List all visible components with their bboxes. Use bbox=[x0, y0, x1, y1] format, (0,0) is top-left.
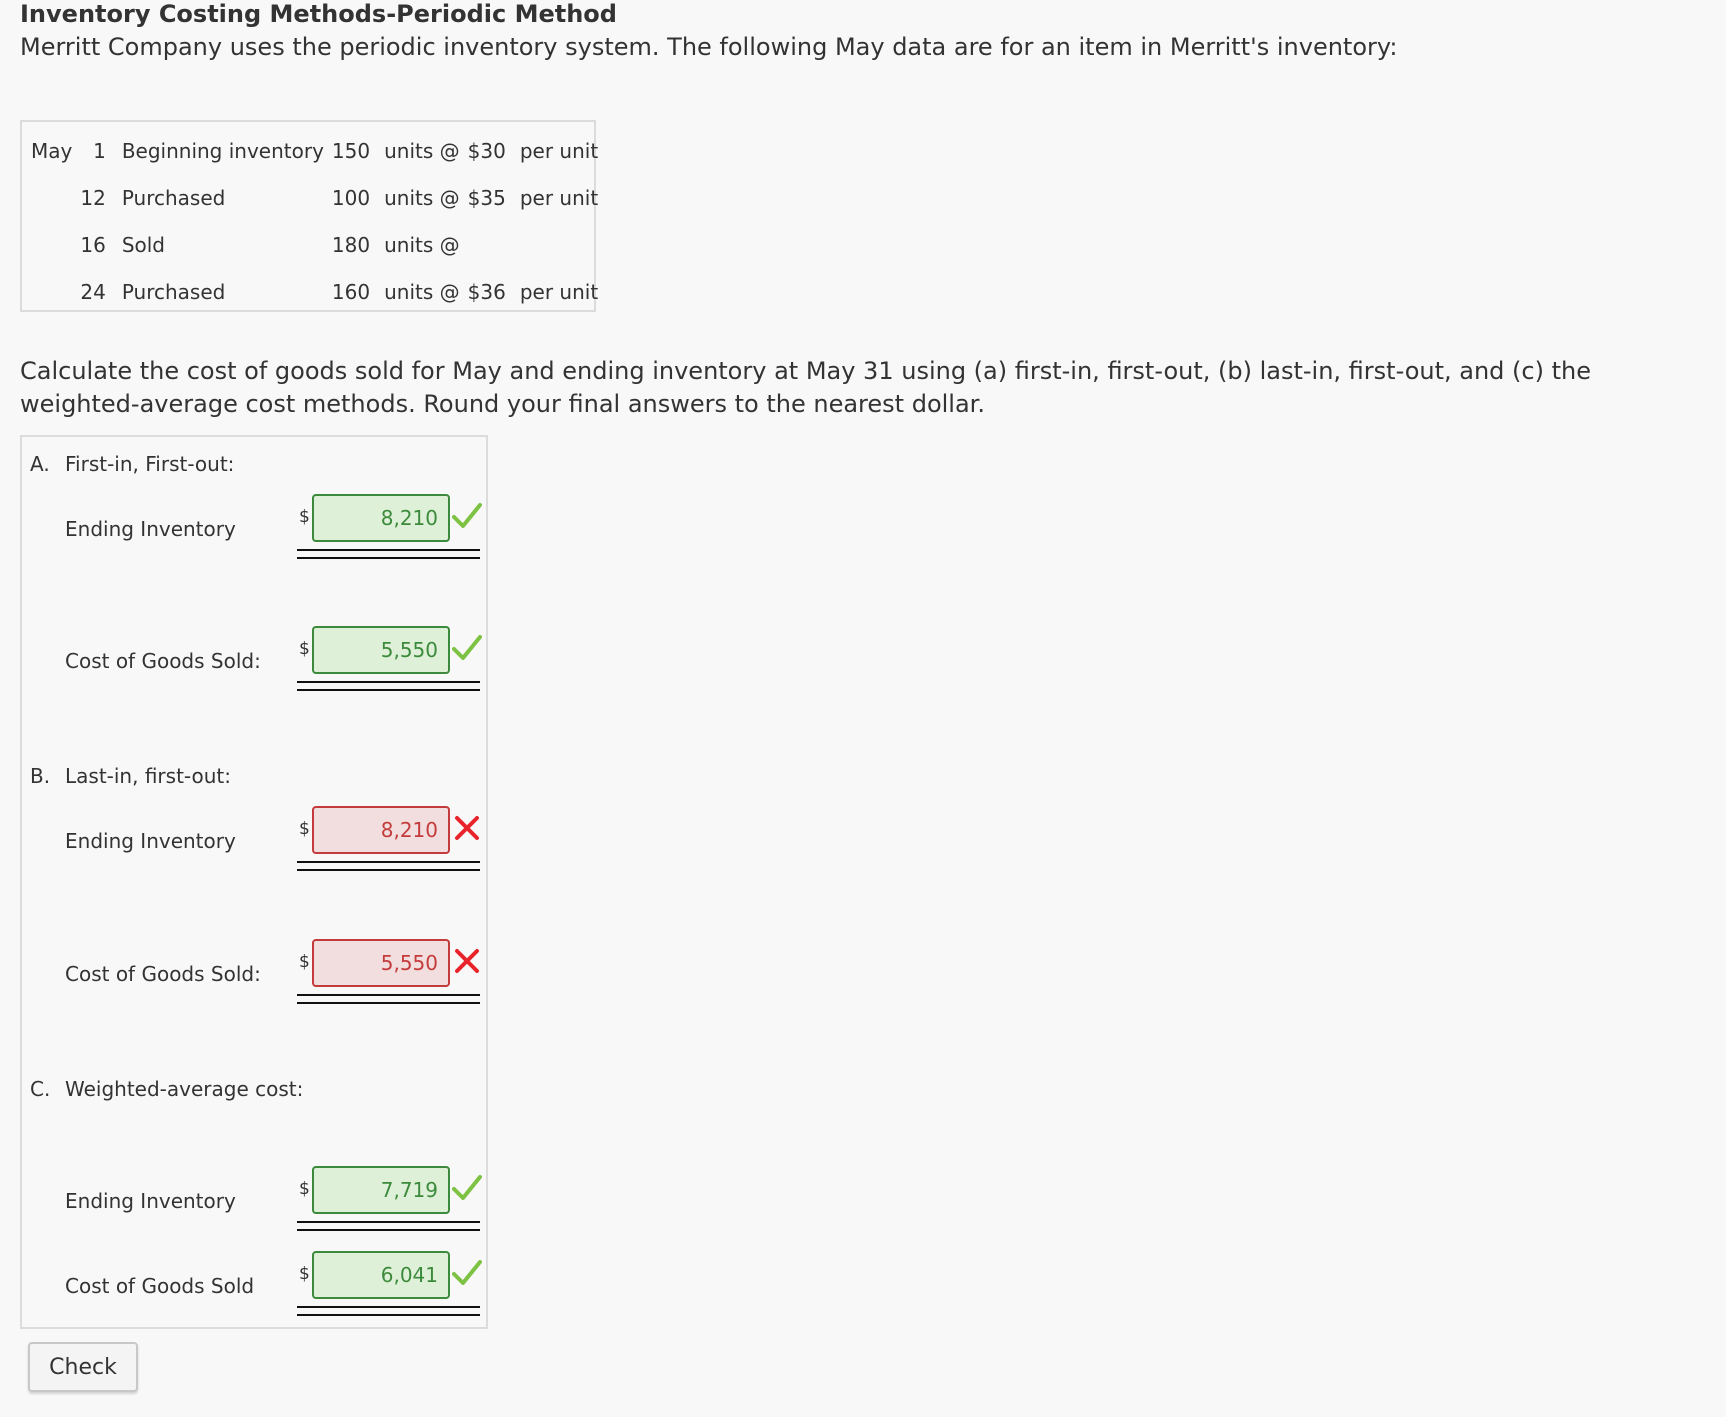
cross-icon bbox=[452, 813, 482, 843]
question-text: Calculate the cost of goods sold for May and ending inventory at May 31 using (a) first-in, first-out, (b) last-in, first-out, and (c) the weighted-average cost methods. Round your final answers to the nearest dollar. bbox=[20, 357, 1591, 418]
weighted-cogs-label: Cost of Goods Sold bbox=[65, 1274, 255, 1298]
month-cell bbox=[22, 174, 80, 221]
quantity-cell: 100 bbox=[331, 185, 371, 210]
quantity-cell: 160 bbox=[331, 279, 371, 304]
per-unit-cell bbox=[520, 221, 606, 268]
per-unit-cell: per unit bbox=[519, 185, 599, 210]
page-title: Inventory Costing Methods-Periodic Method bbox=[20, 0, 617, 28]
checkmark-icon bbox=[452, 1173, 482, 1203]
fifo-cogs-label: Cost of Goods Sold: bbox=[65, 649, 261, 673]
price-cell: $35 bbox=[467, 185, 506, 210]
fifo-ending-inventory-input[interactable] bbox=[312, 494, 450, 542]
units-cell: units @ bbox=[384, 185, 460, 210]
day-cell: 24 bbox=[80, 279, 106, 304]
table-row bbox=[22, 174, 606, 221]
double-underline bbox=[297, 861, 480, 871]
currency-symbol: $ bbox=[299, 1264, 310, 1284]
month-cell bbox=[22, 268, 80, 315]
currency-symbol: $ bbox=[299, 507, 310, 527]
quantity-cell: 150 bbox=[331, 138, 371, 163]
checkmark-icon bbox=[452, 633, 482, 663]
price-cell: $36 bbox=[467, 279, 506, 304]
lifo-cogs-input[interactable] bbox=[312, 939, 450, 987]
intro-text: Merritt Company uses the periodic inventory system. The following May data are for an item in Merritt's inventory: bbox=[20, 33, 1398, 61]
quantity-cell: 180 bbox=[331, 232, 371, 257]
section-c-heading bbox=[30, 1077, 303, 1101]
per-unit-cell: per unit bbox=[519, 279, 599, 304]
units-cell: units @ bbox=[384, 138, 460, 163]
double-underline bbox=[297, 681, 480, 691]
description-cell: Sold bbox=[121, 232, 165, 257]
fifo-cogs-input[interactable] bbox=[312, 626, 450, 674]
section-b-heading bbox=[30, 764, 231, 788]
month-cell bbox=[22, 221, 80, 268]
check-button[interactable]: Check bbox=[28, 1342, 138, 1392]
lifo-ending-inventory-label: Ending Inventory bbox=[65, 829, 236, 853]
double-underline bbox=[297, 1306, 480, 1316]
lifo-cogs-label: Cost of Goods Sold: bbox=[65, 962, 261, 986]
section-a-letter: A. bbox=[30, 452, 50, 476]
table-row bbox=[22, 221, 606, 268]
section-c-letter: C. bbox=[30, 1077, 51, 1101]
fifo-ending-inventory-label: Ending Inventory bbox=[65, 517, 236, 541]
double-underline bbox=[297, 994, 480, 1004]
units-cell: units @ bbox=[384, 279, 460, 304]
currency-symbol: $ bbox=[299, 819, 310, 839]
currency-symbol: $ bbox=[299, 952, 310, 972]
currency-symbol: $ bbox=[299, 1179, 310, 1199]
currency-symbol: $ bbox=[299, 639, 310, 659]
day-cell: 16 bbox=[80, 232, 106, 257]
month-cell: May bbox=[31, 138, 73, 163]
checkmark-icon bbox=[452, 1258, 482, 1288]
inventory-table bbox=[22, 127, 606, 315]
section-a-heading bbox=[30, 452, 234, 476]
section-b-letter: B. bbox=[30, 764, 51, 788]
section-a-label: First-in, First-out: bbox=[65, 452, 235, 476]
per-unit-cell: per unit bbox=[519, 138, 599, 163]
weighted-cogs-input[interactable] bbox=[312, 1251, 450, 1299]
units-cell: units @ bbox=[384, 232, 460, 257]
cross-icon bbox=[452, 946, 482, 976]
answer-box bbox=[20, 435, 488, 1329]
weighted-ending-inventory-label: Ending Inventory bbox=[65, 1189, 236, 1213]
price-cell bbox=[468, 221, 520, 268]
lifo-ending-inventory-input[interactable] bbox=[312, 806, 450, 854]
section-b-label: Last-in, first-out: bbox=[65, 764, 231, 788]
checkmark-icon bbox=[452, 501, 482, 531]
price-cell: $30 bbox=[467, 138, 506, 163]
day-cell: 1 bbox=[93, 138, 106, 163]
day-cell: 12 bbox=[80, 185, 106, 210]
inventory-data-box bbox=[20, 120, 599, 312]
section-c-label: Weighted-average cost: bbox=[65, 1077, 304, 1101]
double-underline bbox=[297, 549, 480, 559]
description-cell: Purchased bbox=[121, 279, 226, 304]
table-row bbox=[22, 268, 606, 315]
description-cell: Beginning inventory bbox=[121, 138, 324, 163]
double-underline bbox=[297, 1221, 480, 1231]
table-row bbox=[22, 127, 606, 174]
description-cell: Purchased bbox=[121, 185, 226, 210]
weighted-ending-inventory-input[interactable] bbox=[312, 1166, 450, 1214]
